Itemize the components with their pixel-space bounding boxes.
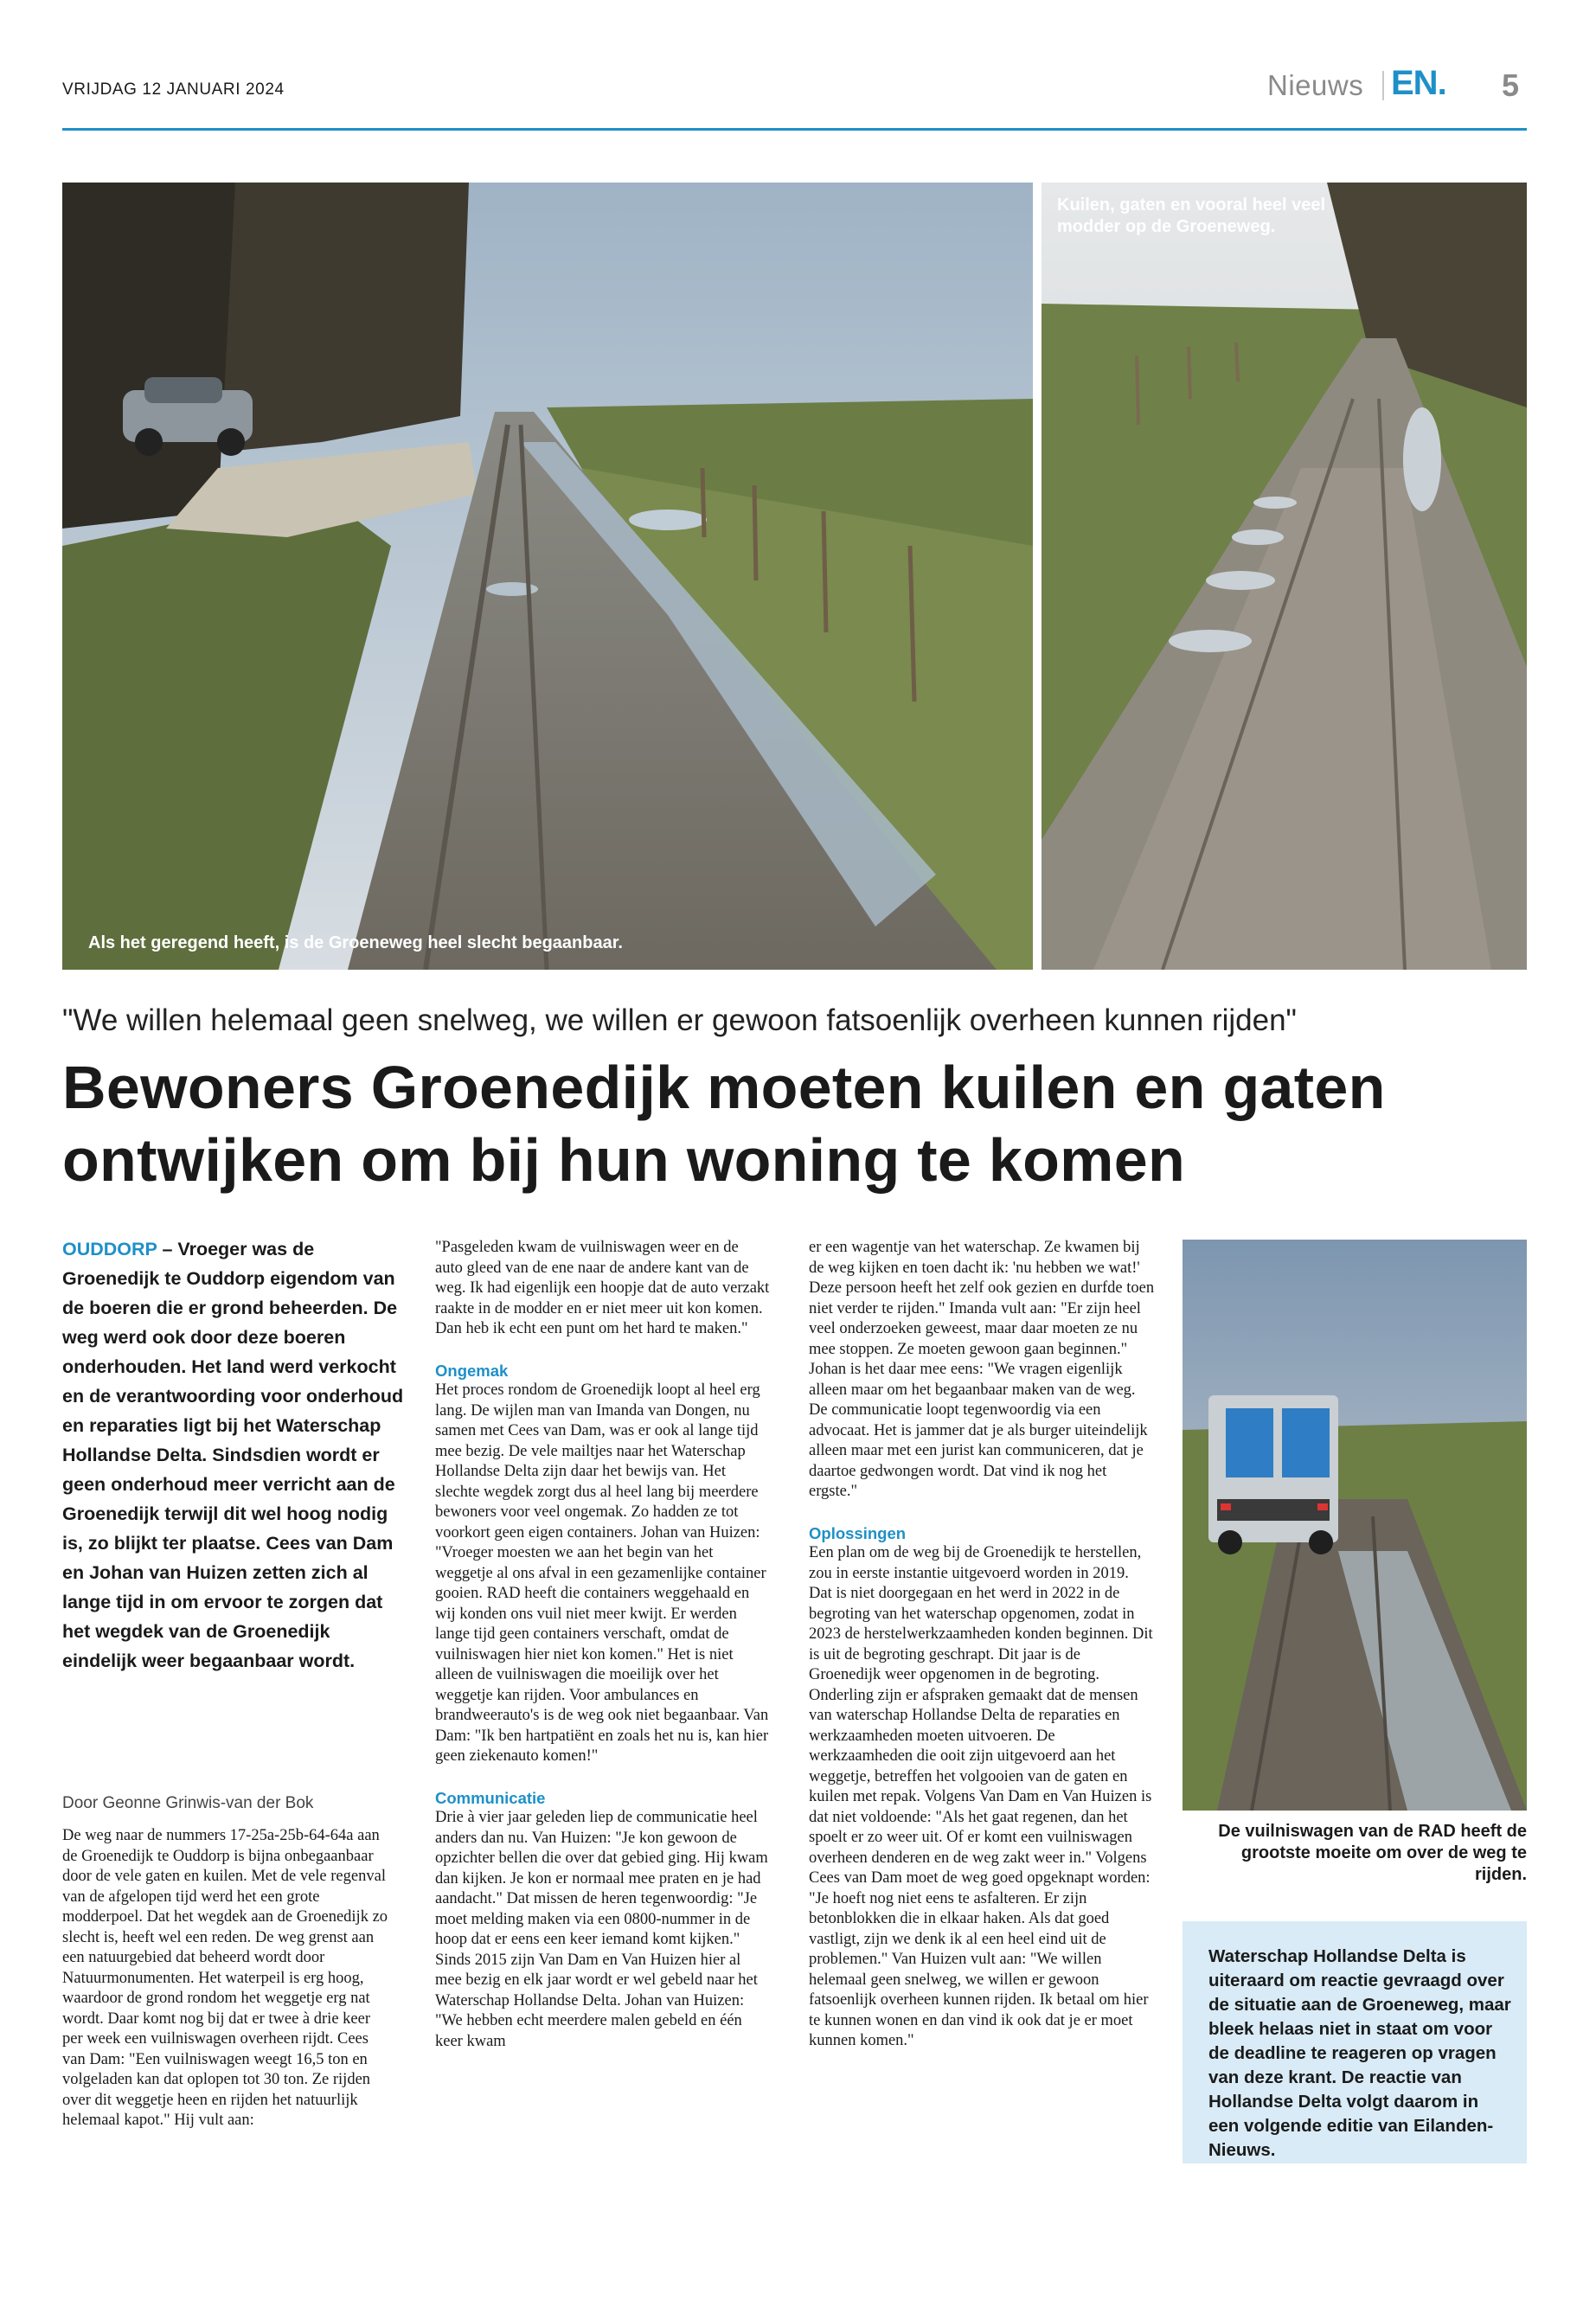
road-potholes-photo [1042, 183, 1527, 970]
column-1 [62, 1826, 389, 2131]
paragraph: er een wagentje van het waterschap. Ze kwamen bij de weg kijken en toen dacht ik: 'nu hebben we wat!' Deze persoon heeft het zelf ook gezien en durfde toen niet verder te rijden." Imanda vult aan: "Er zijn heel veel onderzoeken geweest, maar daar moeten ze nu mee stoppen. Ze moeten gewoon gaan beginnen." Johan is het daar mee eens: "We vragen eigenlijk alleen maar om het begaanbaar maken van de weg. De communicatie loopt tegenwoordig via een advocaat. Het is jammer dat je als burger uiteindelijk alleen maar met een jurist kan communiceren, dat je daartoe gedwongen wordt. Dat vind ik nog het ergste." [809, 1239, 1155, 1500]
article-lead [62, 1234, 408, 1676]
page-number: 5 [1502, 67, 1520, 103]
infobox-text: Waterschap Hollandse Delta is uiteraard om reactie gevraagd over de situatie aan de Groeneweg, maar bleek helaas niet in staat om voor de deadline te reageren op vragen van deze krant. De reactie van Hollandse Delta volgt daarom in een volgende editie van Eilanden-Nieuws. [1208, 1946, 1511, 2160]
column-2 [435, 1238, 770, 2052]
paragraph: Drie à vier jaar geleden liep de communicatie heel anders dan nu. Van Huizen: "Je kon gewoon de opzichter bellen die over dat gebied ging. Hij kwam dan kijken. Je kon er normaal mee praten en je had aandacht." Dat missen de heren tegenwoordig: "Je moet melding maken via een 0800-nummer in de hoop dat er eens een keer iemand komt kijken." Sinds 2015 zijn Van Dam en Van Huizen hier al mee bezig en elk jaar wordt er wel gebeld naar het Waterschap Hollandse Delta. Johan van Huizen: "We hebben echt meerdere malen gebeld en één keer kwam [435, 1809, 768, 2050]
top-right-photo-caption: Kuilen, gaten en vooral heel veel modder op de Groeneweg. [1057, 195, 1326, 236]
main-road-photo [62, 183, 1033, 970]
subhead-oplossingen: Oplossingen [809, 1523, 907, 1542]
article-headline: Bewoners Groenedijk moeten kuilen en gaten ontwijken om bij hun woning te komen [62, 1054, 1386, 1194]
header-separator [1382, 71, 1384, 100]
column-3 [809, 1238, 1155, 2052]
truck-photo-caption: De vuilniswagen van de RAD heeft de grootste moeite om over de weg te rijden. [1218, 1822, 1527, 1884]
paragraph: "Pasgeleden kwam de vuilniswagen weer en de auto gleed van de ene naar de andere kant van de weg. Ik had eigenlijk een hoopje dat de auto verzakt raakte in de modder en er niet meer uit kon komen. Dan heb ik echt een punt om het hard te maken." [435, 1239, 770, 1337]
article-kicker: "We willen helemaal geen snelweg, we willen er gewoon fatsoenlijk overheen kunnen rijden" [62, 1003, 1297, 1037]
paragraph: Het proces rondom de Groenedijk loopt al heel erg lang. De wijlen man van Imanda van Dongen, nu samen met Cees van Dam, was er ook al lange tijd mee bezig. De vele mailtjes naar het Waterschap Hollandse Delta zijn daar het bewijs van. Het slechte wegdek zorgt dus al heel lang bij meerdere bewoners voor veel ongemak. Zo hadden ze tot voorkort geen eigen containers. Johan van Huizen: "Vroeger moesten we aan het begin van het weggetje al ons afval in een gezamenlijke container gooien. RAD heeft die containers weggehaald en wij konden ons vuil niet meer kwijt. Er werden lange tijd geen containers verschaft, omdat de vuilniswagen hier niet kon komen." Het is niet alleen de vuilniswagen die moeilijk over het weggetje kan rijden. Voor ambulances en brandweerauto's is de weg ook niet begaanbaar. Van Dam: "Ik ben hartpatiënt en zoals het nu is, kan hier geen ziekenauto komen!" [435, 1381, 769, 1765]
byline: Door Geonne Grinwis-van der Bok [62, 1794, 314, 1812]
garbage-truck-photo [1183, 1240, 1527, 1811]
paragraph: De weg naar de nummers 17-25a-25b-64-64a aan de Groenedijk te Ouddorp is bijna onbegaanbaar door de vele gaten en kuilen. Met de vele regenval van de afgelopen tijd werd het een grote modderpoel. Dat het wegdek aan de Groenedijk zo slecht is, heeft wel een reden. De weg grenst aan een natuurgebied dat beheerd wordt door Natuurmonumenten. Het waterpeil is erg hoog, waardoor de grond rondom het weggetje erg nat wordt. Daar komt nog bij dat er twee à drie keer per week een vuilniswagen overheen rijdt. Cees van Dam: "Een vuilniswagen weegt 16,5 ton en volgeladen kan dat oplopen tot 30 ton. Ze rijden over dit weggetje heen en rijden het natuurlijk helemaal kapot." Hij vult aan: [62, 1827, 388, 2129]
lead-text: – Vroeger was de Groenedijk te Ouddorp eigendom van de boeren die er grond beheerden. De weg werd ook door deze boeren onderhouden. Het land werd verkocht en de verantwoording voor onderhoud en reparaties ligt bij het Waterschap Hollandse Delta. Sindsdien wordt er geen onderhoud meer verricht aan de Groenedijk terwijl dit wel hoog nodig is, zo blijkt ter plaatse. Cees van Dam en Johan van Huizen zetten zich al lange tijd in om ervoor te zorgen dat het wegdek van de Groenedijk eindelijk weer begaanbaar wordt. [62, 1239, 404, 1671]
header-rule [62, 128, 1527, 131]
issue-date: VRIJDAG 12 JANUARI 2024 [62, 80, 285, 99]
main-photo-caption: Als het geregend heeft, is de Groeneweg heel slecht begaanbaar. [88, 933, 623, 952]
newspaper-logo: EN. [1391, 64, 1446, 102]
paragraph: Een plan om de weg bij de Groenedijk te herstellen, zou in eerste instantie uitgevoerd worden in 2019. Dat is niet doorgegaan en het werd in 2022 in de begroting van het waterschap opgenomen, zodat in 2023 de herstelwerkzaamheden konden beginnen. Dit is uit de begroting geschrapt. Dit jaar is de Groenedijk weer opgenomen in de begroting. Onderling zijn er afspraken gemaakt dat de mensen van waterschap Hollandse Delta de reparaties en werkzaamheden moeten uitvoeren. De werkzaamheden die ooit zijn uitgevoerd aan het weggetje, betreffen het volgooien van de gaten en kuilen met repak. Volgens Van Dam en Van Huizen is dat niet voldoende: "Als het gaat regenen, dan het spoelt er zo weer uit. Of er komt een vuilniswagen overheen denderen en de weg zakt weer in." Volgens Cees van Dam moet de weg goed opgeknapt worden: "Je hoeft nog niet eens te asfalteren. Er zijn betonblokken die in elkaar haken. Als dat goed vastligt, zijn we denk ik al een heel eind uit de problemen." Van Huizen vult aan: "We willen helemaal geen snelweg, we willen er gewoon fatsoenlijk overheen kunnen rijden. Ik betaal om hier te kunnen wonen en dan vind ik ook dat je er moet kunnen komen." [809, 1544, 1153, 2049]
section-label: Nieuws [1267, 69, 1364, 101]
subhead-communicatie: Communicatie [435, 1788, 546, 1807]
lead-place: OUDDORP [62, 1239, 157, 1259]
subhead-ongemak: Ongemak [435, 1361, 509, 1380]
